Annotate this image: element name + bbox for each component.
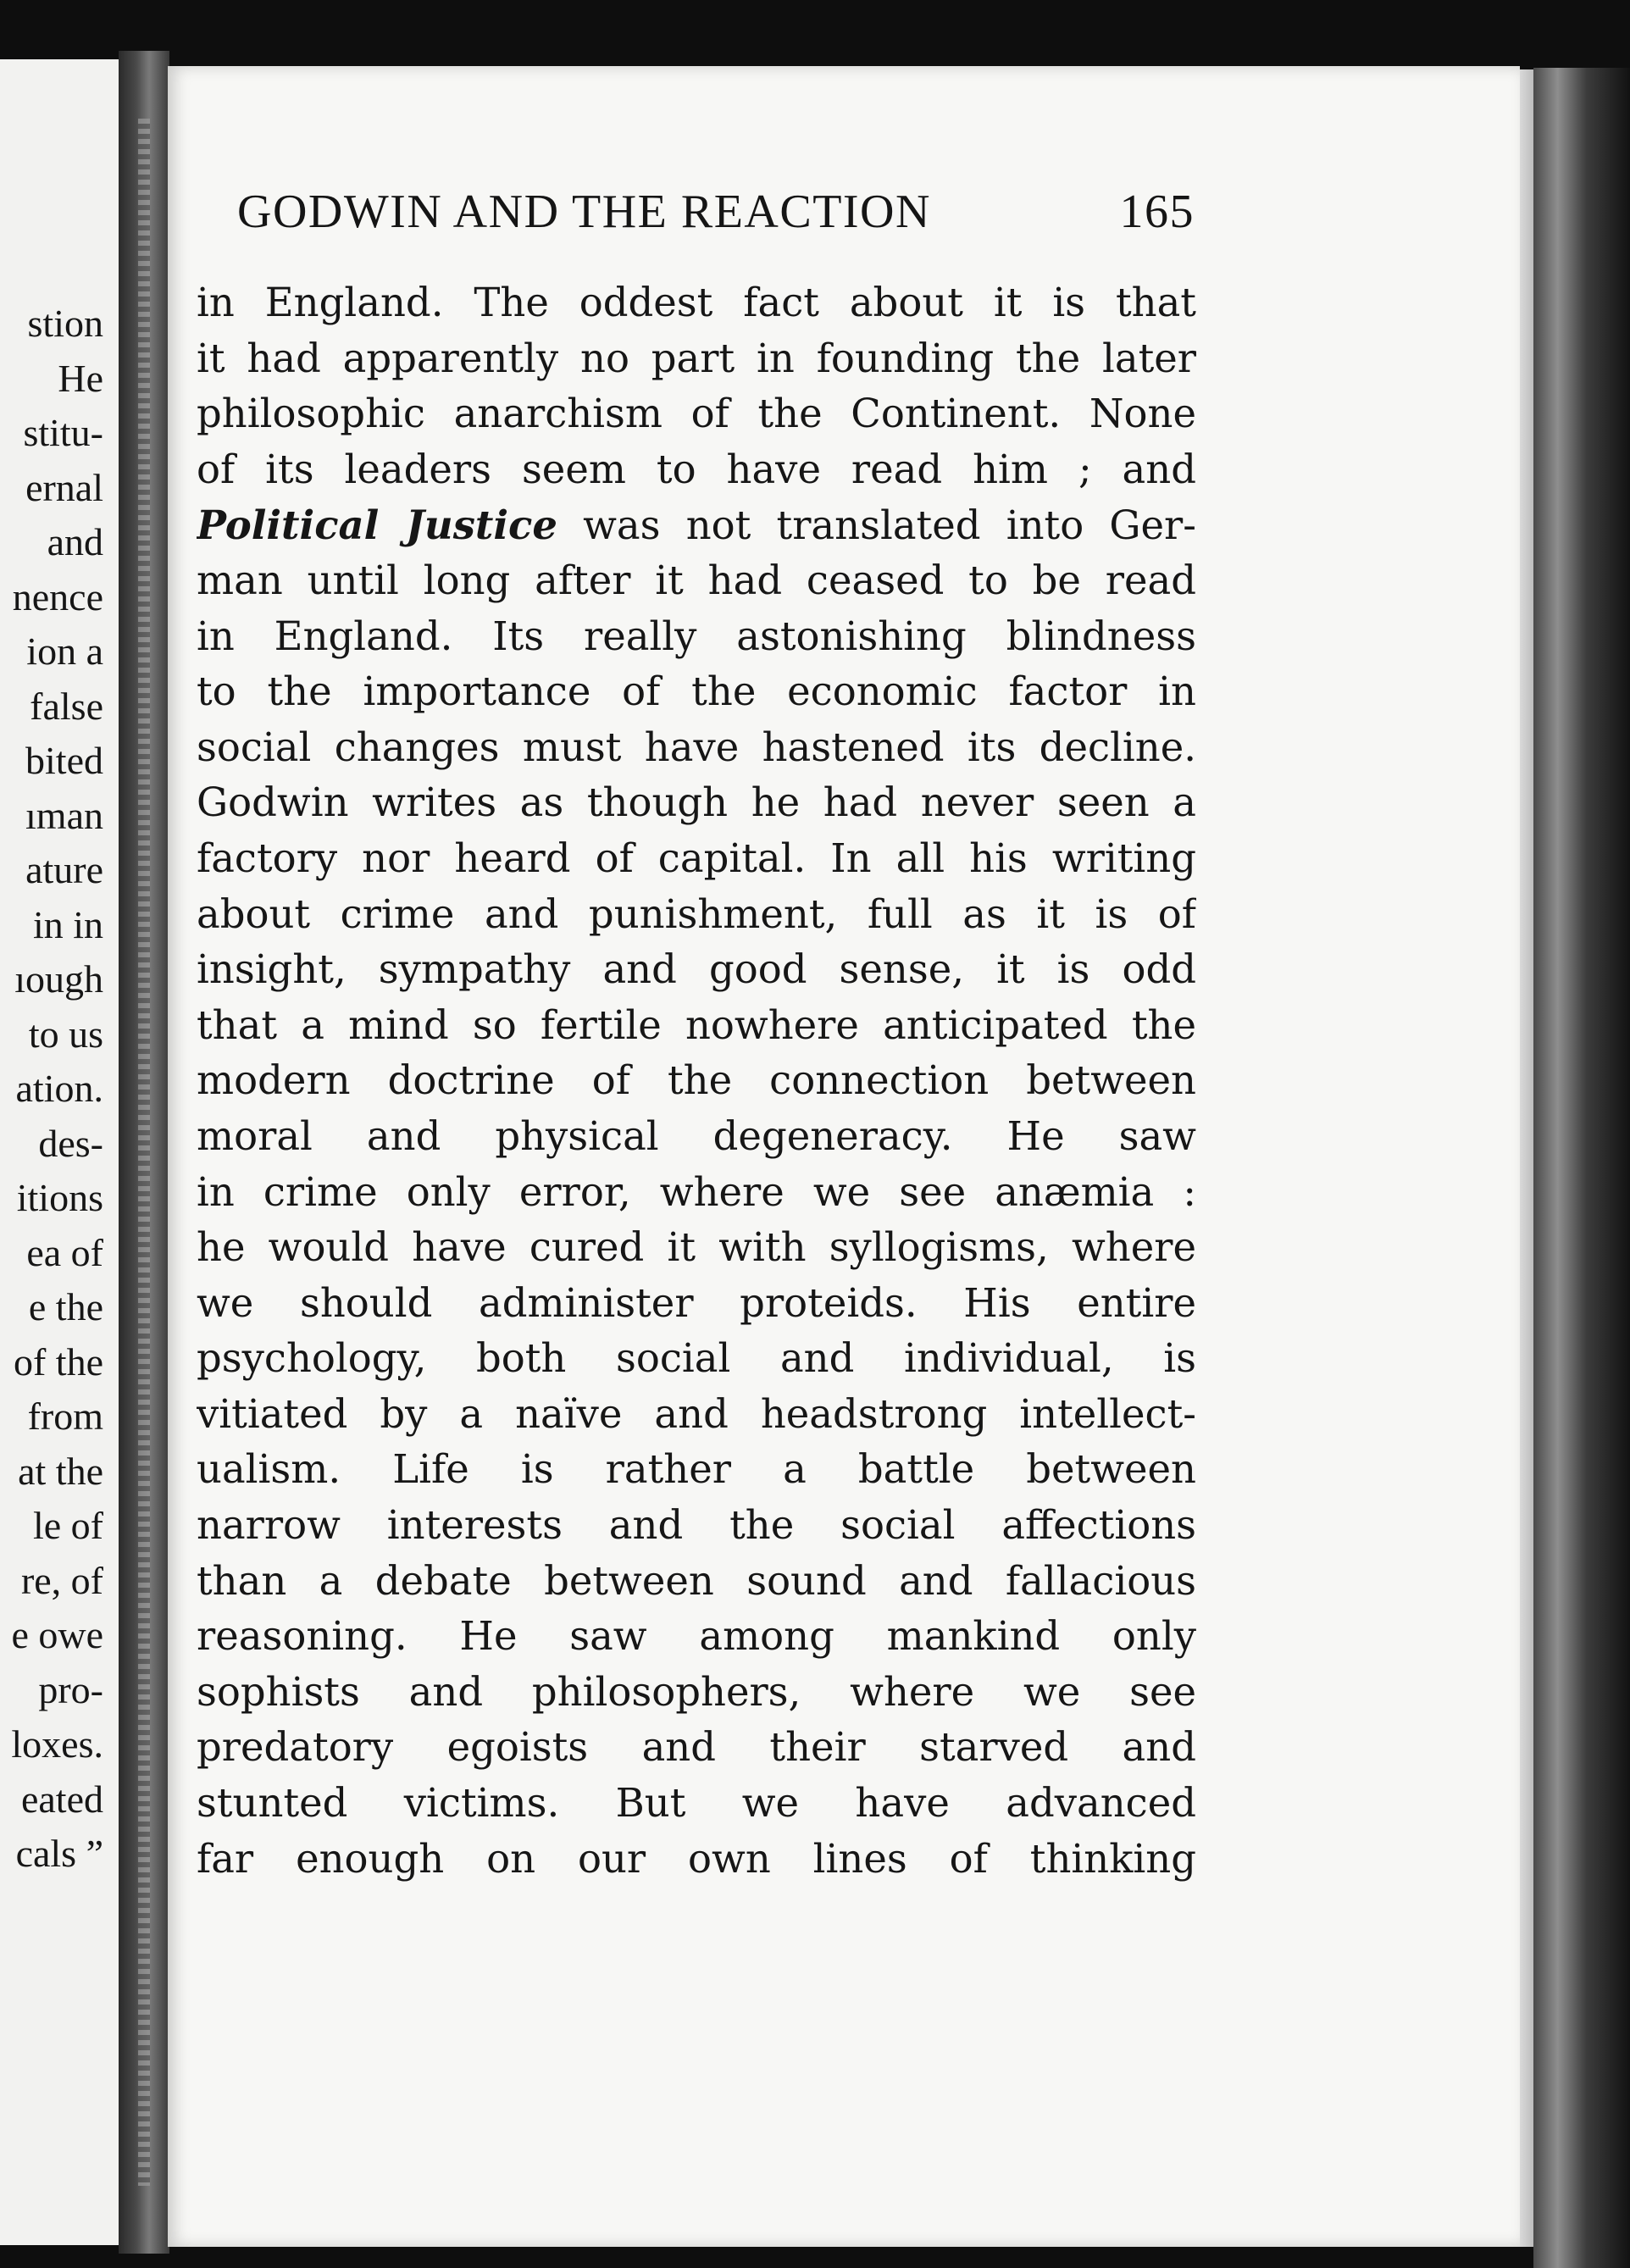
line-text: ualism. Life is rather a battle between bbox=[197, 1446, 1196, 1493]
line-text: stunted victims. But we have advanced bbox=[197, 1780, 1196, 1827]
left-page-line: des- bbox=[38, 1121, 103, 1165]
text-line bbox=[197, 720, 1196, 776]
line-text: social changes must have hastened its decline. bbox=[197, 724, 1196, 770]
line-text: we should administer proteids. His entire bbox=[197, 1279, 1196, 1326]
left-page-line: eated bbox=[20, 1777, 103, 1821]
left-page-line: ature bbox=[25, 848, 103, 891]
left-page-line: of the bbox=[13, 1339, 103, 1384]
line-text: insight, sympathy and good sense, it is odd bbox=[197, 946, 1196, 993]
left-page-line: to us bbox=[28, 1012, 103, 1056]
left-page-line: He bbox=[58, 356, 103, 400]
left-page-line: le of bbox=[32, 1504, 103, 1547]
body-text bbox=[197, 275, 1196, 1887]
text-line bbox=[197, 275, 1196, 331]
left-page-line: in in bbox=[32, 902, 103, 946]
left-page-line: false bbox=[30, 684, 103, 728]
line-text: moral and physical degeneracy. He saw bbox=[197, 1112, 1196, 1159]
running-title: GODWIN AND THE REACTION bbox=[237, 186, 931, 238]
line-text: sophists and philosophers, where we see bbox=[197, 1668, 1196, 1715]
text-line bbox=[197, 497, 1196, 553]
text-line bbox=[197, 664, 1196, 720]
left-page-line: ernal bbox=[25, 465, 103, 509]
running-head bbox=[237, 185, 1195, 244]
line-text: about crime and punishment, full as it is of bbox=[197, 890, 1196, 937]
line-text: of its leaders seem to have read him ; and bbox=[197, 446, 1196, 492]
line-text: in crime only error, where we see anæmia : bbox=[197, 1168, 1196, 1215]
left-page-line: ıman bbox=[25, 793, 103, 837]
text-line bbox=[197, 553, 1196, 609]
text-line bbox=[197, 1498, 1196, 1554]
text-line bbox=[197, 1609, 1196, 1665]
text-line bbox=[197, 1053, 1196, 1109]
left-page-line: re, of bbox=[20, 1558, 103, 1602]
text-line bbox=[197, 331, 1196, 387]
line-text: reasoning. He saw among mankind only bbox=[197, 1613, 1196, 1660]
text-line bbox=[197, 1331, 1196, 1387]
left-page-line: itions bbox=[16, 1176, 103, 1219]
text-line bbox=[197, 1442, 1196, 1498]
italic-title: Political Justice bbox=[197, 502, 557, 549]
left-page-line: ation. bbox=[15, 1067, 103, 1110]
text-line bbox=[197, 942, 1196, 998]
right-binding bbox=[1533, 68, 1630, 2268]
line-text: in England. The oddest fact about it is that bbox=[197, 280, 1196, 325]
text-line bbox=[197, 1776, 1196, 1832]
line-text: modern doctrine of the connection between bbox=[197, 1057, 1196, 1104]
line-text: narrow interests and the social affections bbox=[197, 1502, 1196, 1549]
left-page-line: stitu- bbox=[23, 411, 103, 454]
line-text: vitiated by a naïve and headstrong intellect- bbox=[197, 1390, 1196, 1437]
text-line bbox=[197, 609, 1196, 665]
text-line bbox=[197, 1665, 1196, 1721]
text-line bbox=[197, 386, 1196, 442]
line-text: far enough on our own lines of thinking bbox=[197, 1835, 1196, 1882]
line-text: Godwin writes as though he had never seen a bbox=[197, 779, 1196, 826]
left-page-line: pro- bbox=[38, 1667, 103, 1711]
left-page-line: and bbox=[47, 520, 103, 563]
line-text: it had apparently no part in founding the later bbox=[197, 335, 1196, 381]
left-page-line: nence bbox=[12, 574, 103, 618]
text-line bbox=[197, 1276, 1196, 1332]
line-text: to the importance of the economic factor in bbox=[197, 668, 1196, 715]
text-line bbox=[197, 1554, 1196, 1610]
left-page-line: ıough bbox=[14, 957, 103, 1001]
text-line bbox=[197, 775, 1196, 831]
line-text: predatory egoists and their starved and bbox=[197, 1724, 1196, 1771]
line-text: he would have cured it with syllogisms, where bbox=[197, 1224, 1196, 1271]
page-edge bbox=[1520, 69, 1533, 2247]
line-text: in England. Its really astonishing blindness bbox=[197, 613, 1196, 659]
left-page-line: from bbox=[27, 1395, 103, 1438]
left-page bbox=[0, 59, 120, 2245]
left-page-line: stion bbox=[27, 302, 103, 345]
left-page-line: cals ” bbox=[15, 1832, 103, 1875]
left-page-text bbox=[0, 297, 103, 1882]
line-text: psychology, both social and individual, is bbox=[197, 1335, 1196, 1382]
left-page-line: ea of bbox=[26, 1230, 103, 1274]
left-page-line: bited bbox=[25, 739, 103, 782]
left-page-line: e owe bbox=[11, 1613, 103, 1656]
left-page-line: loxes. bbox=[11, 1722, 103, 1766]
text-line bbox=[197, 998, 1196, 1054]
text-line bbox=[197, 1165, 1196, 1221]
text-line bbox=[197, 442, 1196, 498]
left-page-line: e the bbox=[28, 1285, 103, 1328]
binding-stitching bbox=[138, 119, 150, 2186]
line-text: than a debate between sound and fallacious bbox=[197, 1557, 1196, 1604]
left-page-line: at the bbox=[18, 1449, 103, 1493]
line-text: that a mind so fertile nowhere anticipated the bbox=[197, 1001, 1196, 1048]
text-line bbox=[197, 1720, 1196, 1776]
text-line bbox=[197, 1109, 1196, 1165]
text-line bbox=[197, 1220, 1196, 1276]
line-text: man until long after it had ceased to be read bbox=[197, 557, 1196, 603]
line-text: was not translated into Ger- bbox=[557, 502, 1196, 549]
text-line bbox=[197, 887, 1196, 943]
line-text: philosophic anarchism of the Continent. None bbox=[197, 391, 1196, 437]
left-page-line: ion a bbox=[26, 629, 103, 673]
page-number: 165 bbox=[1119, 186, 1195, 238]
text-line bbox=[197, 831, 1196, 887]
text-line bbox=[197, 1832, 1196, 1888]
text-line bbox=[197, 1387, 1196, 1443]
line-text: factory nor heard of capital. In all his writing bbox=[197, 835, 1196, 881]
